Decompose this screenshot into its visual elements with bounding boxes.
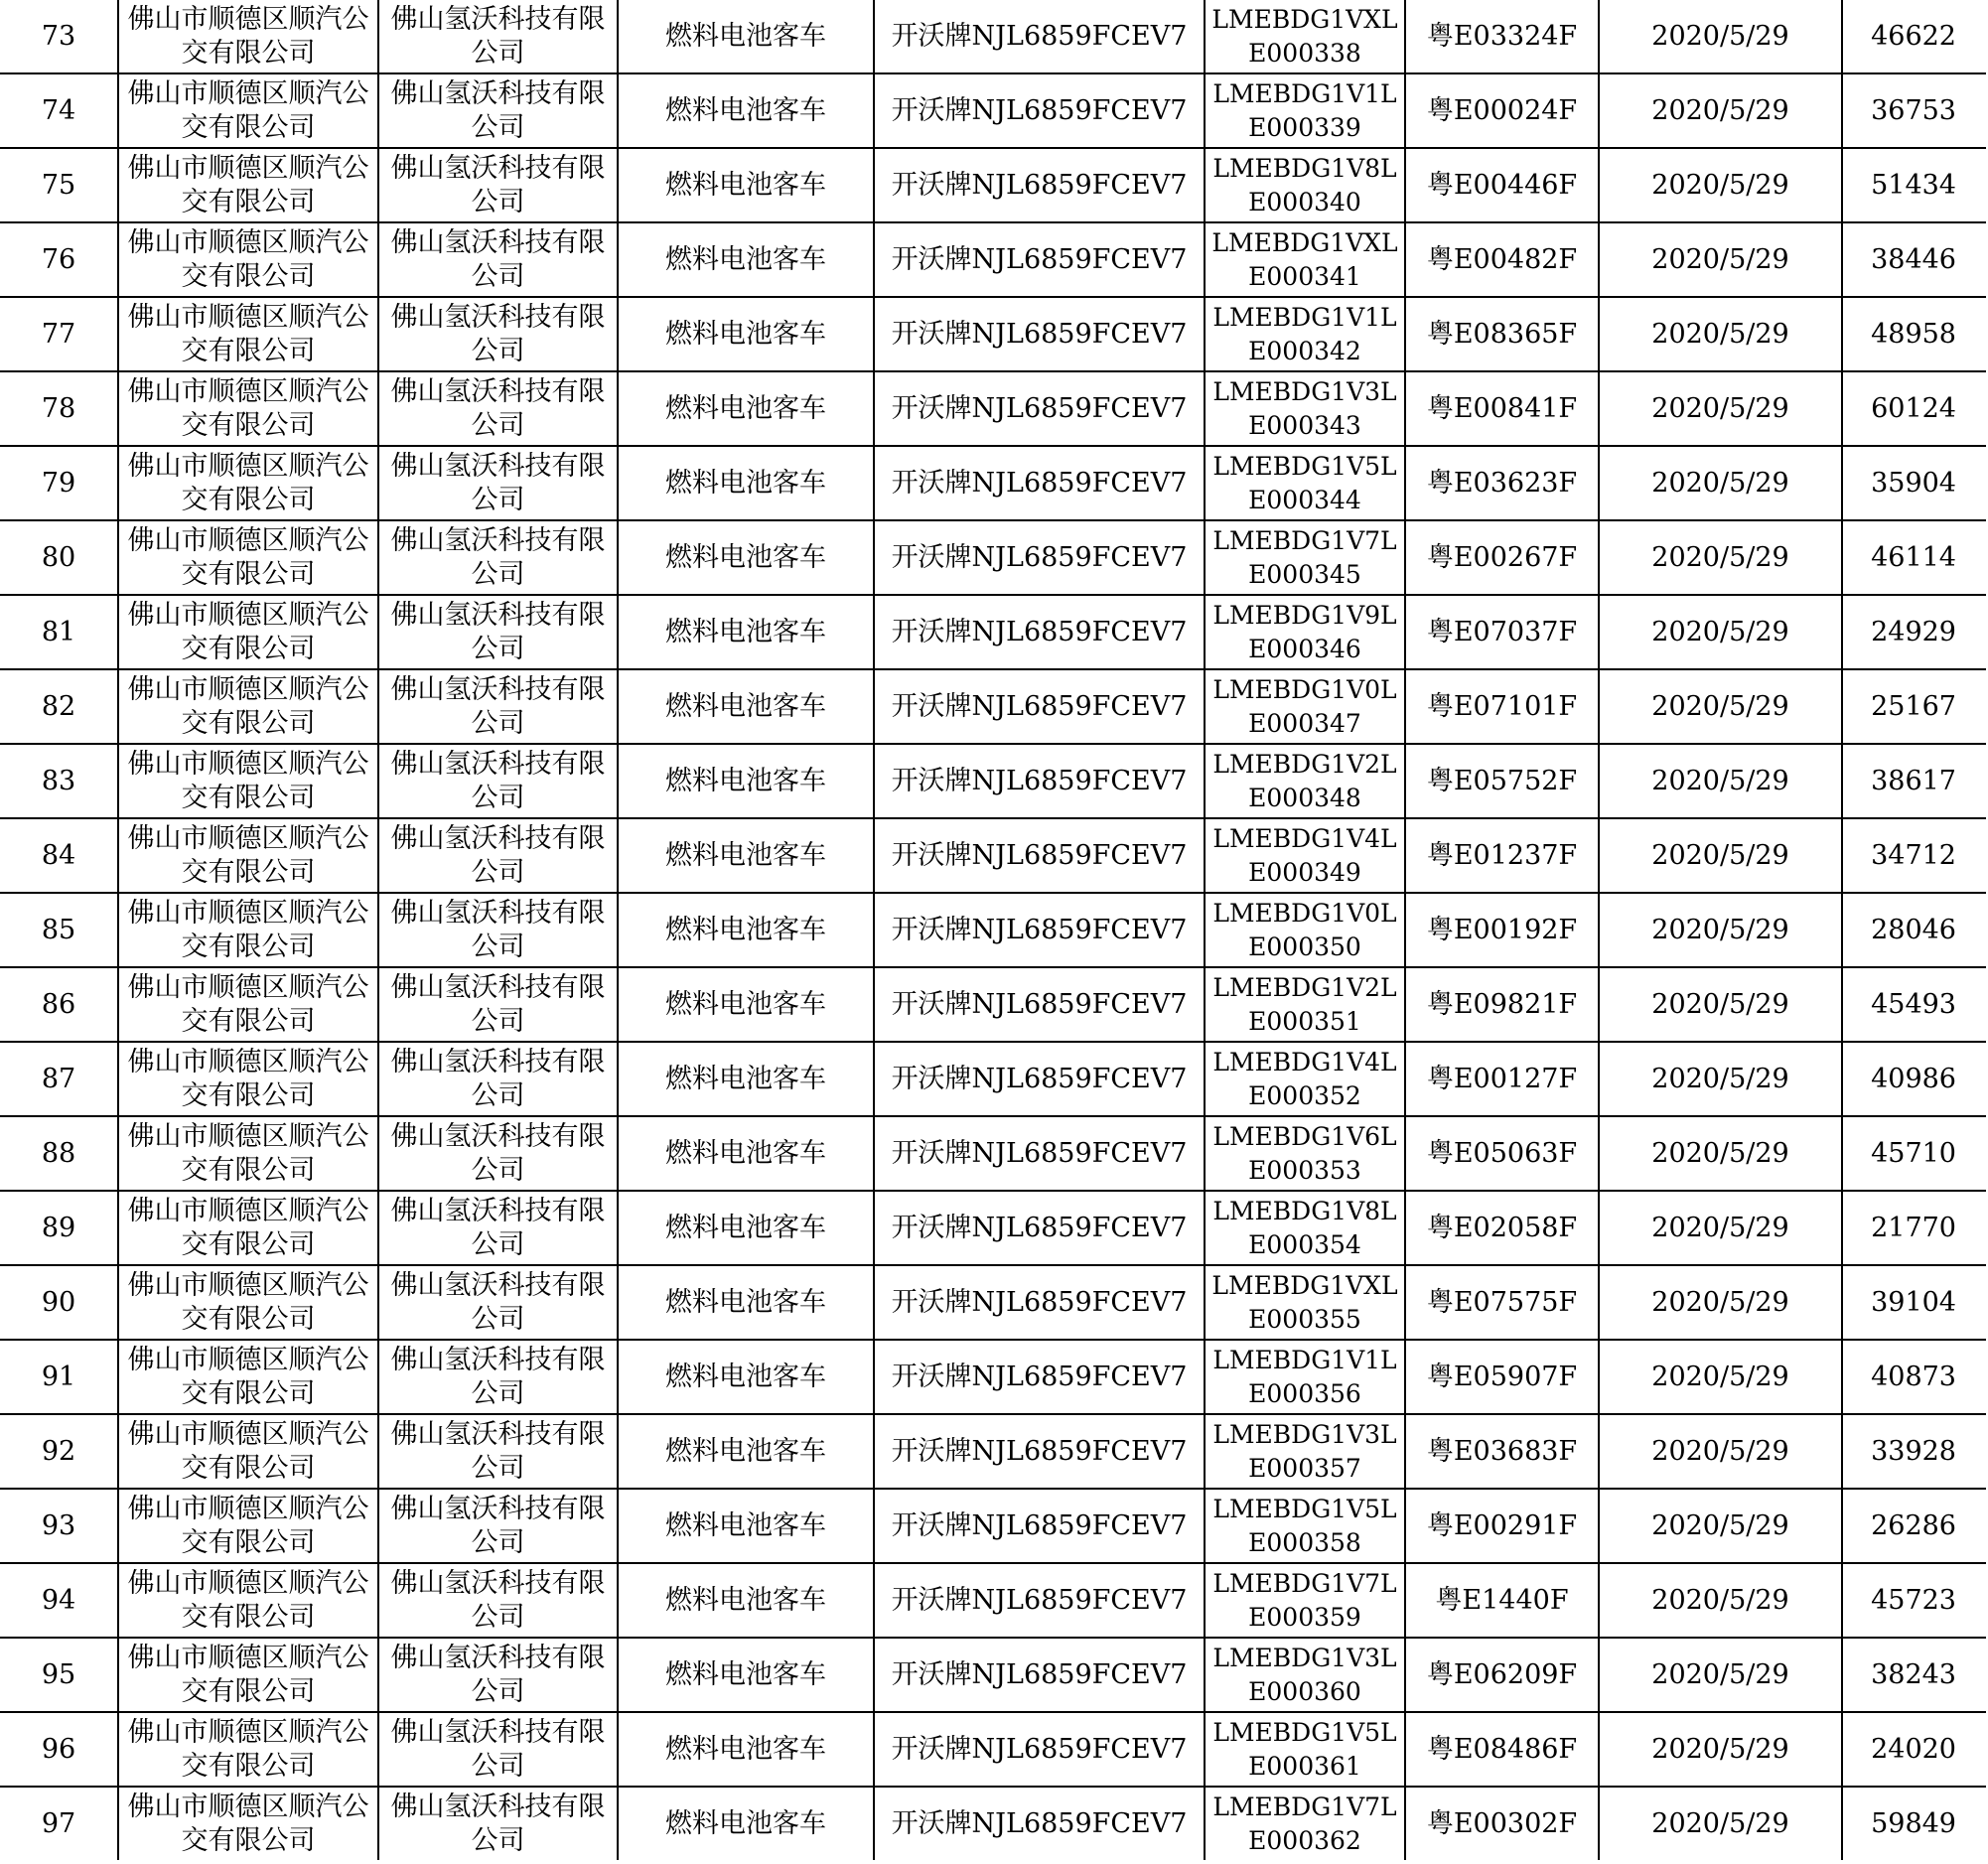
table-row (0, 1340, 1986, 1414)
table-row (0, 1563, 1986, 1638)
plate-cell: 粤E05907F (1405, 1340, 1599, 1414)
seq-cell: 76 (0, 222, 118, 297)
table-row (0, 669, 1986, 744)
owner-cell: 佛山氢沃科技有限公司 (378, 1265, 618, 1340)
plate-cell: 粤E00192F (1405, 893, 1599, 967)
seq-cell: 80 (0, 520, 118, 595)
owner-cell: 佛山氢沃科技有限公司 (378, 744, 618, 818)
vehicle-type-cell: 燃料电池客车 (618, 1191, 874, 1265)
vin-cell: LMEBDG1V1LE000339 (1205, 73, 1405, 148)
vehicle-model-cell: 开沃牌NJL6859FCEV7 (874, 1414, 1205, 1489)
date-cell: 2020/5/29 (1599, 1042, 1842, 1116)
vin-cell: LMEBDG1V6LE000353 (1205, 1116, 1405, 1191)
mileage-cell: 24020 (1842, 1712, 1986, 1787)
mileage-cell: 26286 (1842, 1489, 1986, 1563)
vin-cell: LMEBDG1VXLE000338 (1205, 0, 1405, 73)
vin-cell: LMEBDG1V4LE000352 (1205, 1042, 1405, 1116)
operator-cell: 佛山市顺德区顺汽公交有限公司 (118, 744, 378, 818)
date-cell: 2020/5/29 (1599, 1638, 1842, 1712)
seq-cell: 94 (0, 1563, 118, 1638)
table-row (0, 1489, 1986, 1563)
operator-cell: 佛山市顺德区顺汽公交有限公司 (118, 1638, 378, 1712)
table-row (0, 520, 1986, 595)
vin-cell: LMEBDG1V7LE000362 (1205, 1787, 1405, 1860)
owner-cell: 佛山氢沃科技有限公司 (378, 967, 618, 1042)
seq-cell: 89 (0, 1191, 118, 1265)
seq-cell: 82 (0, 669, 118, 744)
mileage-cell: 33928 (1842, 1414, 1986, 1489)
vehicle-type-cell: 燃料电池客车 (618, 1563, 874, 1638)
vehicle-model-cell: 开沃牌NJL6859FCEV7 (874, 1489, 1205, 1563)
mileage-cell: 38243 (1842, 1638, 1986, 1712)
owner-cell: 佛山氢沃科技有限公司 (378, 669, 618, 744)
mileage-cell: 59849 (1842, 1787, 1986, 1860)
owner-cell: 佛山氢沃科技有限公司 (378, 0, 618, 73)
vehicle-model-cell: 开沃牌NJL6859FCEV7 (874, 371, 1205, 446)
plate-cell: 粤E08365F (1405, 297, 1599, 371)
table-row (0, 1638, 1986, 1712)
plate-cell: 粤E00302F (1405, 1787, 1599, 1860)
vehicle-model-cell: 开沃牌NJL6859FCEV7 (874, 1265, 1205, 1340)
vin-cell: LMEBDG1V9LE000346 (1205, 595, 1405, 669)
mileage-cell: 46114 (1842, 520, 1986, 595)
vehicle-type-cell: 燃料电池客车 (618, 148, 874, 222)
owner-cell: 佛山氢沃科技有限公司 (378, 1414, 618, 1489)
plate-cell: 粤E00841F (1405, 371, 1599, 446)
table-row (0, 222, 1986, 297)
date-cell: 2020/5/29 (1599, 1340, 1842, 1414)
vehicle-model-cell: 开沃牌NJL6859FCEV7 (874, 73, 1205, 148)
vehicle-model-cell: 开沃牌NJL6859FCEV7 (874, 1340, 1205, 1414)
owner-cell: 佛山氢沃科技有限公司 (378, 595, 618, 669)
date-cell: 2020/5/29 (1599, 893, 1842, 967)
vehicle-model-cell: 开沃牌NJL6859FCEV7 (874, 0, 1205, 73)
vehicle-model-cell: 开沃牌NJL6859FCEV7 (874, 1712, 1205, 1787)
seq-cell: 79 (0, 446, 118, 520)
seq-cell: 77 (0, 297, 118, 371)
plate-cell: 粤E09821F (1405, 967, 1599, 1042)
date-cell: 2020/5/29 (1599, 520, 1842, 595)
owner-cell: 佛山氢沃科技有限公司 (378, 446, 618, 520)
vehicle-model-cell: 开沃牌NJL6859FCEV7 (874, 1638, 1205, 1712)
vin-cell: LMEBDG1V3LE000357 (1205, 1414, 1405, 1489)
owner-cell: 佛山氢沃科技有限公司 (378, 371, 618, 446)
table-row (0, 1787, 1986, 1860)
date-cell: 2020/5/29 (1599, 1414, 1842, 1489)
vehicle-type-cell: 燃料电池客车 (618, 1042, 874, 1116)
date-cell: 2020/5/29 (1599, 446, 1842, 520)
date-cell: 2020/5/29 (1599, 148, 1842, 222)
vin-cell: LMEBDG1VXLE000355 (1205, 1265, 1405, 1340)
date-cell: 2020/5/29 (1599, 1489, 1842, 1563)
date-cell: 2020/5/29 (1599, 73, 1842, 148)
mileage-cell: 35904 (1842, 446, 1986, 520)
seq-cell: 93 (0, 1489, 118, 1563)
owner-cell: 佛山氢沃科技有限公司 (378, 222, 618, 297)
mileage-cell: 21770 (1842, 1191, 1986, 1265)
plate-cell: 粤E00291F (1405, 1489, 1599, 1563)
operator-cell: 佛山市顺德区顺汽公交有限公司 (118, 1191, 378, 1265)
vehicle-type-cell: 燃料电池客车 (618, 73, 874, 148)
seq-cell: 90 (0, 1265, 118, 1340)
table-row (0, 893, 1986, 967)
table-row (0, 1116, 1986, 1191)
plate-cell: 粤E01237F (1405, 818, 1599, 893)
seq-cell: 92 (0, 1414, 118, 1489)
seq-cell: 73 (0, 0, 118, 73)
mileage-cell: 39104 (1842, 1265, 1986, 1340)
plate-cell: 粤E07575F (1405, 1265, 1599, 1340)
date-cell: 2020/5/29 (1599, 1265, 1842, 1340)
operator-cell: 佛山市顺德区顺汽公交有限公司 (118, 967, 378, 1042)
operator-cell: 佛山市顺德区顺汽公交有限公司 (118, 1414, 378, 1489)
plate-cell: 粤E07037F (1405, 595, 1599, 669)
operator-cell: 佛山市顺德区顺汽公交有限公司 (118, 1265, 378, 1340)
table-row (0, 1191, 1986, 1265)
operator-cell: 佛山市顺德区顺汽公交有限公司 (118, 595, 378, 669)
owner-cell: 佛山氢沃科技有限公司 (378, 1116, 618, 1191)
mileage-cell: 38446 (1842, 222, 1986, 297)
vehicle-model-cell: 开沃牌NJL6859FCEV7 (874, 967, 1205, 1042)
operator-cell: 佛山市顺德区顺汽公交有限公司 (118, 1116, 378, 1191)
vehicle-type-cell: 燃料电池客车 (618, 1340, 874, 1414)
plate-cell: 粤E00024F (1405, 73, 1599, 148)
date-cell: 2020/5/29 (1599, 818, 1842, 893)
vehicle-model-cell: 开沃牌NJL6859FCEV7 (874, 1116, 1205, 1191)
plate-cell: 粤E03623F (1405, 446, 1599, 520)
mileage-cell: 34712 (1842, 818, 1986, 893)
date-cell: 2020/5/29 (1599, 1712, 1842, 1787)
date-cell: 2020/5/29 (1599, 1116, 1842, 1191)
vehicle-model-cell: 开沃牌NJL6859FCEV7 (874, 520, 1205, 595)
mileage-cell: 51434 (1842, 148, 1986, 222)
operator-cell: 佛山市顺德区顺汽公交有限公司 (118, 148, 378, 222)
vin-cell: LMEBDG1V5LE000344 (1205, 446, 1405, 520)
plate-cell: 粤E00482F (1405, 222, 1599, 297)
owner-cell: 佛山氢沃科技有限公司 (378, 818, 618, 893)
plate-cell: 粤E03324F (1405, 0, 1599, 73)
seq-cell: 97 (0, 1787, 118, 1860)
vehicle-model-cell: 开沃牌NJL6859FCEV7 (874, 818, 1205, 893)
mileage-cell: 25167 (1842, 669, 1986, 744)
vin-cell: LMEBDG1V1LE000342 (1205, 297, 1405, 371)
operator-cell: 佛山市顺德区顺汽公交有限公司 (118, 893, 378, 967)
vehicle-type-cell: 燃料电池客车 (618, 297, 874, 371)
table-row (0, 1712, 1986, 1787)
plate-cell: 粤E08486F (1405, 1712, 1599, 1787)
plate-cell: 粤E05063F (1405, 1116, 1599, 1191)
vehicle-type-cell: 燃料电池客车 (618, 1414, 874, 1489)
operator-cell: 佛山市顺德区顺汽公交有限公司 (118, 222, 378, 297)
vehicle-type-cell: 燃料电池客车 (618, 669, 874, 744)
vehicle-type-cell: 燃料电池客车 (618, 371, 874, 446)
operator-cell: 佛山市顺德区顺汽公交有限公司 (118, 446, 378, 520)
mileage-cell: 45710 (1842, 1116, 1986, 1191)
vehicle-type-cell: 燃料电池客车 (618, 520, 874, 595)
operator-cell: 佛山市顺德区顺汽公交有限公司 (118, 1489, 378, 1563)
vehicle-type-cell: 燃料电池客车 (618, 1116, 874, 1191)
vin-cell: LMEBDG1V3LE000343 (1205, 371, 1405, 446)
table-row (0, 297, 1986, 371)
vehicle-type-cell: 燃料电池客车 (618, 0, 874, 73)
vin-cell: LMEBDG1V0LE000347 (1205, 669, 1405, 744)
mileage-cell: 38617 (1842, 744, 1986, 818)
date-cell: 2020/5/29 (1599, 222, 1842, 297)
date-cell: 2020/5/29 (1599, 1787, 1842, 1860)
table-row (0, 73, 1986, 148)
plate-cell: 粤E00267F (1405, 520, 1599, 595)
vehicle-type-cell: 燃料电池客车 (618, 595, 874, 669)
plate-cell: 粤E1440F (1405, 1563, 1599, 1638)
vin-cell: LMEBDG1V8LE000354 (1205, 1191, 1405, 1265)
table-row (0, 595, 1986, 669)
operator-cell: 佛山市顺德区顺汽公交有限公司 (118, 0, 378, 73)
seq-cell: 78 (0, 371, 118, 446)
table-row (0, 371, 1986, 446)
vehicle-model-cell: 开沃牌NJL6859FCEV7 (874, 1787, 1205, 1860)
seq-cell: 83 (0, 744, 118, 818)
table-row (0, 1265, 1986, 1340)
operator-cell: 佛山市顺德区顺汽公交有限公司 (118, 669, 378, 744)
seq-cell: 84 (0, 818, 118, 893)
owner-cell: 佛山氢沃科技有限公司 (378, 893, 618, 967)
date-cell: 2020/5/29 (1599, 1563, 1842, 1638)
vehicle-type-cell: 燃料电池客车 (618, 1712, 874, 1787)
date-cell: 2020/5/29 (1599, 297, 1842, 371)
vin-cell: LMEBDG1V2LE000348 (1205, 744, 1405, 818)
vehicle-type-cell: 燃料电池客车 (618, 446, 874, 520)
vehicle-model-cell: 开沃牌NJL6859FCEV7 (874, 1191, 1205, 1265)
vin-cell: LMEBDG1V0LE000350 (1205, 893, 1405, 967)
vehicle-type-cell: 燃料电池客车 (618, 1265, 874, 1340)
owner-cell: 佛山氢沃科技有限公司 (378, 1340, 618, 1414)
vin-cell: LMEBDG1V5LE000358 (1205, 1489, 1405, 1563)
vehicle-type-cell: 燃料电池客车 (618, 893, 874, 967)
vehicle-type-cell: 燃料电池客车 (618, 967, 874, 1042)
seq-cell: 81 (0, 595, 118, 669)
vin-cell: LMEBDG1V2LE000351 (1205, 967, 1405, 1042)
vin-cell: LMEBDG1V7LE000345 (1205, 520, 1405, 595)
operator-cell: 佛山市顺德区顺汽公交有限公司 (118, 73, 378, 148)
table-row (0, 1042, 1986, 1116)
operator-cell: 佛山市顺德区顺汽公交有限公司 (118, 520, 378, 595)
mileage-cell: 46622 (1842, 0, 1986, 73)
vin-cell: LMEBDG1V1LE000356 (1205, 1340, 1405, 1414)
plate-cell: 粤E06209F (1405, 1638, 1599, 1712)
seq-cell: 75 (0, 148, 118, 222)
owner-cell: 佛山氢沃科技有限公司 (378, 148, 618, 222)
date-cell: 2020/5/29 (1599, 1191, 1842, 1265)
seq-cell: 87 (0, 1042, 118, 1116)
vin-cell: LMEBDG1V3LE000360 (1205, 1638, 1405, 1712)
date-cell: 2020/5/29 (1599, 595, 1842, 669)
owner-cell: 佛山氢沃科技有限公司 (378, 1489, 618, 1563)
date-cell: 2020/5/29 (1599, 669, 1842, 744)
plate-cell: 粤E02058F (1405, 1191, 1599, 1265)
vin-cell: LMEBDG1V5LE000361 (1205, 1712, 1405, 1787)
date-cell: 2020/5/29 (1599, 744, 1842, 818)
date-cell: 2020/5/29 (1599, 371, 1842, 446)
plate-cell: 粤E07101F (1405, 669, 1599, 744)
table-row (0, 446, 1986, 520)
vehicle-model-cell: 开沃牌NJL6859FCEV7 (874, 744, 1205, 818)
plate-cell: 粤E05752F (1405, 744, 1599, 818)
seq-cell: 91 (0, 1340, 118, 1414)
operator-cell: 佛山市顺德区顺汽公交有限公司 (118, 1340, 378, 1414)
vehicle-type-cell: 燃料电池客车 (618, 1787, 874, 1860)
date-cell: 2020/5/29 (1599, 0, 1842, 73)
vehicle-type-cell: 燃料电池客车 (618, 744, 874, 818)
owner-cell: 佛山氢沃科技有限公司 (378, 1191, 618, 1265)
seq-cell: 85 (0, 893, 118, 967)
vin-cell: LMEBDG1V7LE000359 (1205, 1563, 1405, 1638)
vin-cell: LMEBDG1V8LE000340 (1205, 148, 1405, 222)
vin-cell: LMEBDG1V4LE000349 (1205, 818, 1405, 893)
vin-cell: LMEBDG1VXLE000341 (1205, 222, 1405, 297)
plate-cell: 粤E00127F (1405, 1042, 1599, 1116)
seq-cell: 86 (0, 967, 118, 1042)
table-row (0, 1414, 1986, 1489)
owner-cell: 佛山氢沃科技有限公司 (378, 1563, 618, 1638)
operator-cell: 佛山市顺德区顺汽公交有限公司 (118, 818, 378, 893)
mileage-cell: 40873 (1842, 1340, 1986, 1414)
vehicle-model-cell: 开沃牌NJL6859FCEV7 (874, 669, 1205, 744)
table-row (0, 967, 1986, 1042)
operator-cell: 佛山市顺德区顺汽公交有限公司 (118, 1042, 378, 1116)
vehicle-model-cell: 开沃牌NJL6859FCEV7 (874, 595, 1205, 669)
owner-cell: 佛山氢沃科技有限公司 (378, 1638, 618, 1712)
plate-cell: 粤E00446F (1405, 148, 1599, 222)
vehicle-model-cell: 开沃牌NJL6859FCEV7 (874, 446, 1205, 520)
table-row (0, 744, 1986, 818)
mileage-cell: 45723 (1842, 1563, 1986, 1638)
vehicle-type-cell: 燃料电池客车 (618, 1489, 874, 1563)
owner-cell: 佛山氢沃科技有限公司 (378, 520, 618, 595)
seq-cell: 95 (0, 1638, 118, 1712)
vehicle-model-cell: 开沃牌NJL6859FCEV7 (874, 893, 1205, 967)
operator-cell: 佛山市顺德区顺汽公交有限公司 (118, 1787, 378, 1860)
date-cell: 2020/5/29 (1599, 967, 1842, 1042)
operator-cell: 佛山市顺德区顺汽公交有限公司 (118, 1563, 378, 1638)
owner-cell: 佛山氢沃科技有限公司 (378, 73, 618, 148)
owner-cell: 佛山氢沃科技有限公司 (378, 1042, 618, 1116)
vehicle-type-cell: 燃料电池客车 (618, 1638, 874, 1712)
table-row (0, 818, 1986, 893)
operator-cell: 佛山市顺德区顺汽公交有限公司 (118, 1712, 378, 1787)
mileage-cell: 45493 (1842, 967, 1986, 1042)
mileage-cell: 60124 (1842, 371, 1986, 446)
seq-cell: 88 (0, 1116, 118, 1191)
owner-cell: 佛山氢沃科技有限公司 (378, 297, 618, 371)
owner-cell: 佛山氢沃科技有限公司 (378, 1787, 618, 1860)
vehicle-type-cell: 燃料电池客车 (618, 818, 874, 893)
operator-cell: 佛山市顺德区顺汽公交有限公司 (118, 371, 378, 446)
mileage-cell: 24929 (1842, 595, 1986, 669)
owner-cell: 佛山氢沃科技有限公司 (378, 1712, 618, 1787)
seq-cell: 74 (0, 73, 118, 148)
operator-cell: 佛山市顺德区顺汽公交有限公司 (118, 297, 378, 371)
mileage-cell: 28046 (1842, 893, 1986, 967)
vehicle-model-cell: 开沃牌NJL6859FCEV7 (874, 1042, 1205, 1116)
mileage-cell: 36753 (1842, 73, 1986, 148)
table-row (0, 0, 1986, 73)
seq-cell: 96 (0, 1712, 118, 1787)
vehicle-model-cell: 开沃牌NJL6859FCEV7 (874, 148, 1205, 222)
vehicle-type-cell: 燃料电池客车 (618, 222, 874, 297)
vehicle-model-cell: 开沃牌NJL6859FCEV7 (874, 297, 1205, 371)
table-row (0, 148, 1986, 222)
vehicle-model-cell: 开沃牌NJL6859FCEV7 (874, 1563, 1205, 1638)
mileage-cell: 40986 (1842, 1042, 1986, 1116)
mileage-cell: 48958 (1842, 297, 1986, 371)
plate-cell: 粤E03683F (1405, 1414, 1599, 1489)
vehicle-model-cell: 开沃牌NJL6859FCEV7 (874, 222, 1205, 297)
